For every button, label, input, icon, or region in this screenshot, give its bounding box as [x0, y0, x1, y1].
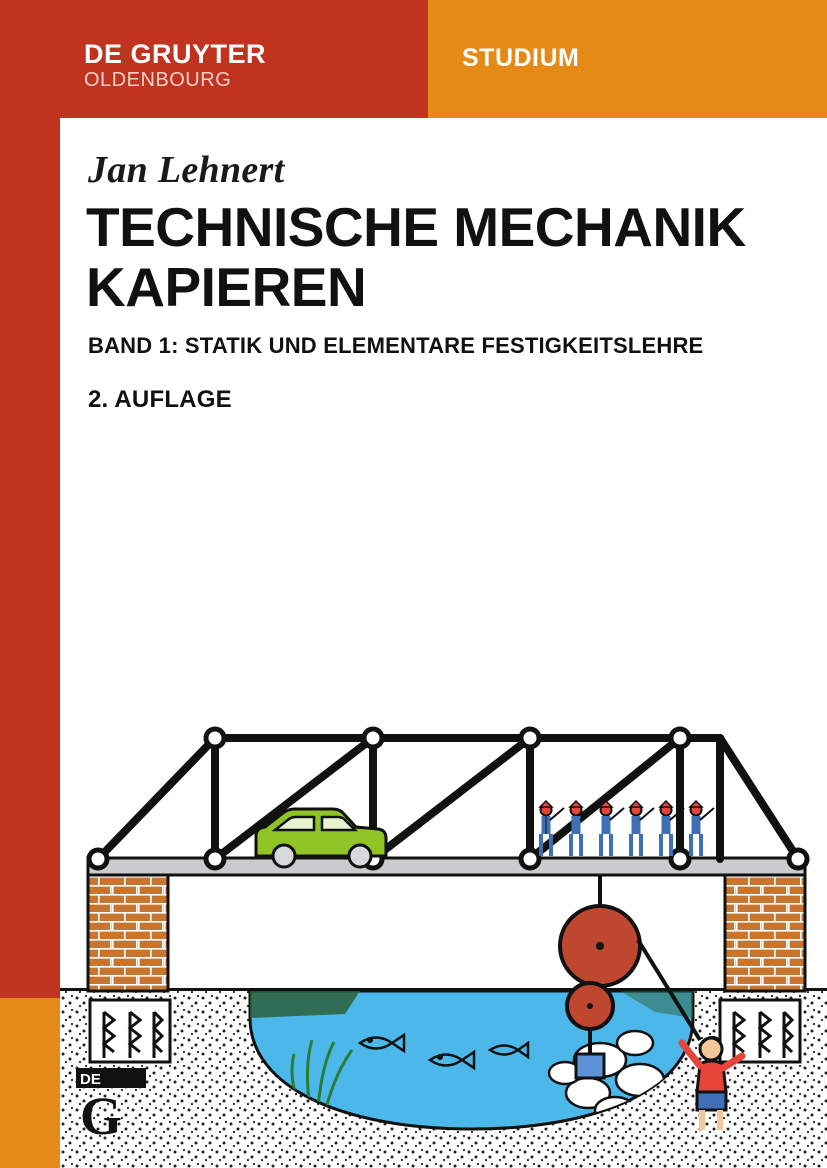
truss-bridge-illustration	[60, 588, 827, 1168]
series-label: STUDIUM	[462, 44, 580, 72]
spine-bar-red	[0, 118, 60, 998]
logo-text-g: G	[80, 1086, 123, 1140]
publisher-name: DE GRUYTER	[84, 39, 267, 69]
edition-label: 2. AUFLAGE	[88, 386, 232, 413]
author-name: Jan Lehnert	[88, 149, 285, 191]
bridge-piers	[88, 873, 805, 991]
publisher-logo	[76, 1068, 146, 1140]
publisher-imprint: OLDENBOURG	[84, 69, 232, 92]
spine-bar-orange	[0, 998, 60, 1168]
page-title: TECHNISCHE MECHANIK KAPIEREN	[86, 196, 746, 318]
subtitle: BAND 1: STATIK UND ELEMENTARE FESTIGKEITSLEHRE	[88, 333, 704, 358]
logo-text-de: DE	[80, 1071, 101, 1088]
bridge-deck	[88, 858, 805, 875]
cover-content-area	[60, 118, 827, 1168]
publisher-brand	[84, 40, 266, 93]
